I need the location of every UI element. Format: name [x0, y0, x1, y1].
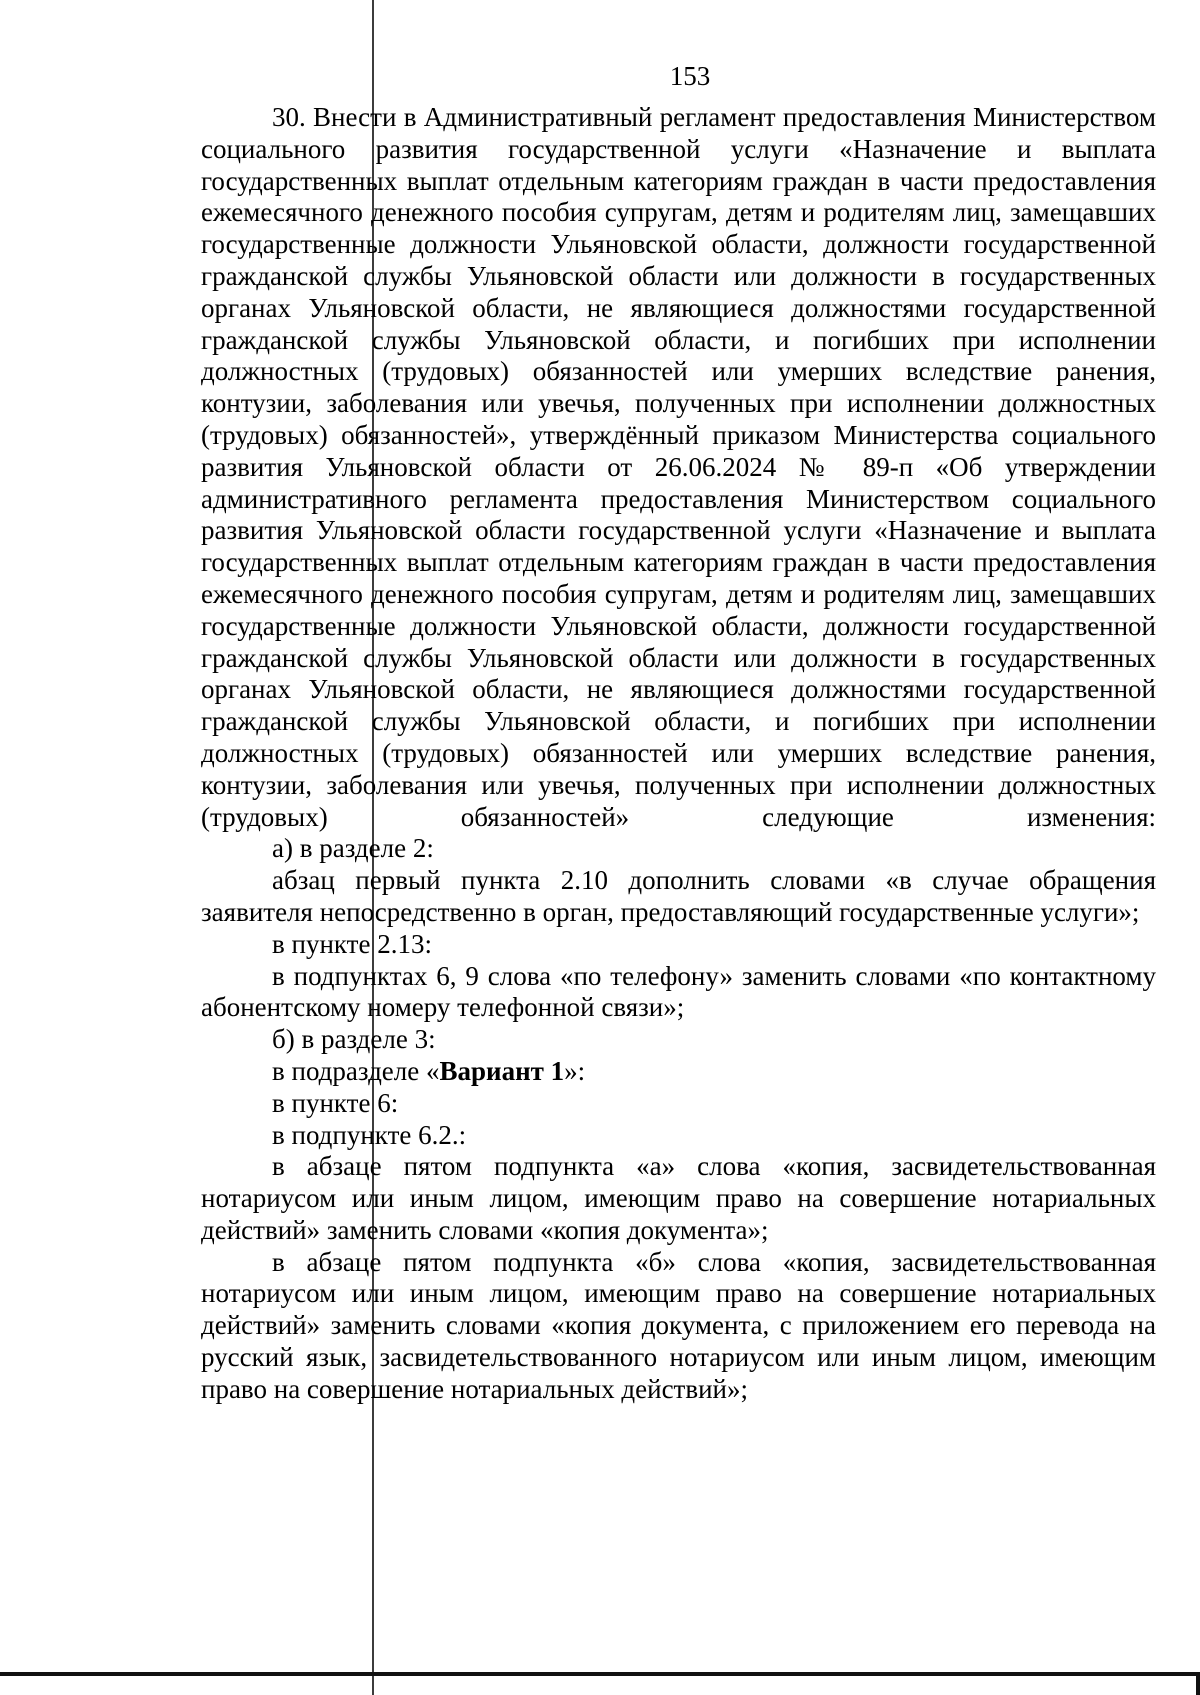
paragraph-subitem-a: в абзаце пятом подпункта «а» слова «копия, засвидетельствованная нотариусом или иным лицом, имеющим право на совершение нотариальных действий» заменить словами «копия документа»;	[201, 1151, 1156, 1245]
page-number: 153	[669, 61, 711, 91]
paragraph-amendment-intro: 30. Внести в Административный регламент предоставления Министерством социального развития государственной услуги «Назначение и выплата государственных выплат отдельным категориям граждан в части предоставления ежемесячного денежного пособия супругам, детям и родителям лиц, замещавших государственные должности Ульяновской области, должности государственной гражданской службы Ульяновской области или должности в государственных органах Ульяновской области, не являющиеся должностями государственной гражданской службы Ульяновской области, и погибших при исполнении должностных (трудовых) обязанностей или умерших вследствие ранения, контузии, заболевания или увечья, полученных при исполнении должностных (трудовых) обязанностей», утверждённый приказом Министерства социального развития Ульяновской области от 26.06.2024 № 89-п «Об утверждении административного регламента предоставления Министерством социального развития Ульяновской области государственной услуги «Назначение и выплата государственных выплат отдельным категориям граждан в части предоставления ежемесячного денежного пособия супругам, детям и родителям лиц, замещавших государственные должности Ульяновской области, должности государственной гражданской службы Ульяновской области или должности в государственных органах Ульяновской области, не являющиеся должностями государственной гражданской службы Ульяновской области, и погибших при исполнении должностных (трудовых) обязанностей или умерших вследствие ранения, контузии, заболевания или увечья, полученных при исполнении должностных (трудовых) обязанностей» следующие изменения:	[201, 102, 1156, 832]
paragraph-item-6: в пункте 6:	[272, 1087, 399, 1118]
scan-right-border	[1196, 1672, 1200, 1695]
paragraph-item-2-10: абзац первый пункта 2.10 дополнить словами «в случае обращения заявителя непосредственно в орган, предоставляющий государственные услуги»;	[201, 865, 1156, 927]
document-body	[201, 102, 1156, 1406]
variant-prefix: в подразделе «	[272, 1055, 440, 1086]
paragraph-subitems-6-9: в подпунктах 6, 9 слова «по телефону» заменить словами «по контактному абонентскому номеру телефонной связи»;	[201, 960, 1156, 1023]
paragraph-subitem-6-2: в подпункте 6.2.:	[272, 1119, 467, 1150]
paragraph-section-3: б) в разделе 3:	[272, 1024, 436, 1055]
paragraph-section-2: а) в разделе 2:	[272, 833, 434, 864]
scan-bottom-border	[0, 1672, 1200, 1676]
paragraph-subitem-b: в абзаце пятом подпункта «б» слова «копия, засвидетельствованная нотариусом или иным лицом, имеющим право на совершение нотариальных действий» заменить словами «копия документа, с приложением его перевода на русский язык, засвидетельствованного нотариусом или иным лицом, имеющим право на совершение нотариальных действий»;	[201, 1246, 1156, 1404]
variant-name: Вариант 1	[439, 1055, 565, 1086]
variant-suffix: »:	[564, 1055, 586, 1086]
paragraph-item-2-13: в пункте 2.13:	[272, 928, 432, 959]
paragraph-variant-1	[201, 1056, 1156, 1088]
